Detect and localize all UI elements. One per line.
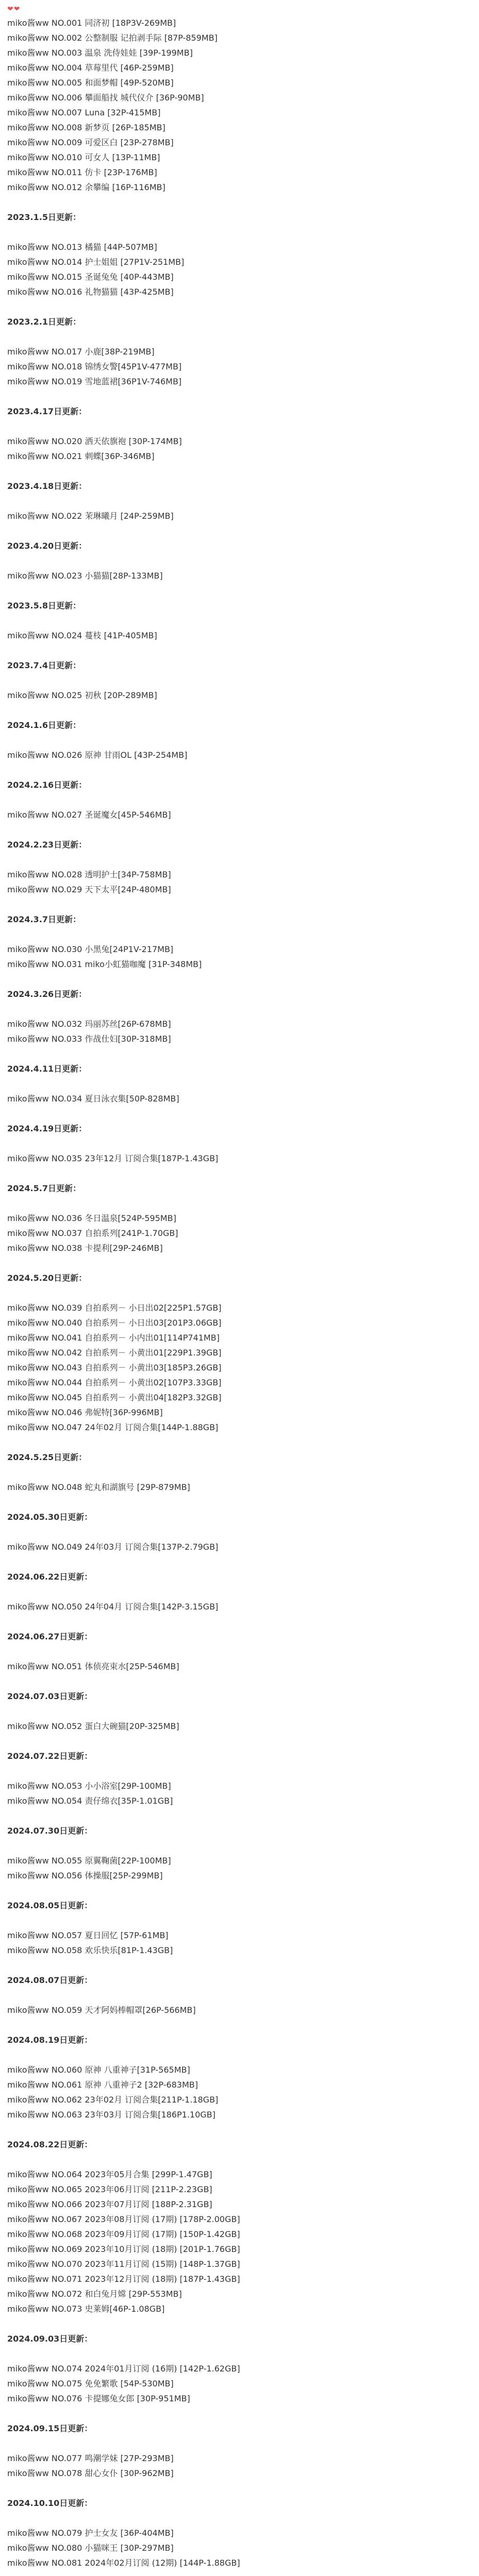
album-list-item: miko酱ww NO.041 自拍系列－ 小内出01[114P741MB] <box>7 1333 220 1343</box>
album-list-item: miko酱ww NO.030 小黑兔[24P1V-217MB] <box>7 944 174 954</box>
update-list <box>7 15 472 2576</box>
heading-spacer <box>7 2346 472 2361</box>
album-list-item: miko酱ww NO.012 余攀编 [16P-116MB] <box>7 182 166 192</box>
block-spacer <box>7 1554 472 1569</box>
update-date-heading: 2024.08.07日更新： <box>7 1975 93 1985</box>
update-date-heading: 2024.06.22日更新： <box>7 1572 93 1582</box>
heading-spacer <box>7 1196 472 1211</box>
album-list-item: miko酱ww NO.019 雪地蓝裙[36P1V-746MB] <box>7 377 182 386</box>
album-list-item: miko酱ww NO.022 茉琳曦月 [24P-259MB] <box>7 511 174 521</box>
block-spacer <box>7 822 472 837</box>
heading-spacer <box>7 2047 472 2062</box>
album-list-item: miko酱ww NO.028 透明护士[34P-758MB] <box>7 870 171 879</box>
album-list-item: miko酱ww NO.045 自拍系列－ 小黄出04[182P3.32GB] <box>7 1393 222 1402</box>
album-list-item: miko酱ww NO.005 和面梦帽 [49P-520MB] <box>7 78 174 88</box>
album-list-item: miko酱ww NO.064 2023年05月合集 [299P-1.47GB] <box>7 2170 212 2179</box>
block-spacer <box>7 1435 472 1450</box>
album-list-item: miko酱ww NO.004 草莓里代 [46P-259MB] <box>7 63 174 73</box>
heading-spacer <box>7 1285 472 1300</box>
block-spacer <box>7 1614 472 1629</box>
album-list-item: miko酱ww NO.042 自拍系列－ 小黄出01[229P1.39GB] <box>7 1348 222 1358</box>
album-list-item: miko酱ww NO.057 夏日回忆 [57P-61MB] <box>7 1930 169 1940</box>
update-date-heading: 2024.4.19日更新： <box>7 1124 87 1133</box>
heading-spacer <box>7 1988 472 2003</box>
album-list-item: miko酱ww NO.033 作战仕妇[30P-318MB] <box>7 1034 171 1044</box>
block-spacer <box>7 1495 472 1510</box>
block-spacer <box>7 1166 472 1181</box>
album-list-item: miko酱ww NO.003 温泉 洗侍娃娃 [39P-199MB] <box>7 48 193 58</box>
album-list-item: miko酱ww NO.020 洒天依旗袍 [30P-174MB] <box>7 436 182 446</box>
album-list-item: miko酱ww NO.046 弗妮特[36P-996MB] <box>7 1408 163 1417</box>
heading-spacer <box>7 1584 472 1599</box>
block-spacer <box>7 389 472 404</box>
block-spacer <box>7 703 472 718</box>
update-date-heading: 2024.08.05日更新： <box>7 1901 93 1910</box>
album-list-item: miko酱ww NO.029 天下太平[24P-480MB] <box>7 885 171 894</box>
block-spacer <box>7 762 472 777</box>
update-date-heading: 2024.2.16日更新： <box>7 780 87 790</box>
block-spacer <box>7 1106 472 1121</box>
update-date-heading: 2023.1.5日更新： <box>7 212 81 222</box>
album-list-item: miko酱ww NO.051 体侦亮束水[25P-546MB] <box>7 1662 179 1671</box>
album-list-item: miko酱ww NO.025 初秋 [20P-289MB] <box>7 690 157 700</box>
album-list-item: miko酱ww NO.036 冬日温泉[524P-595MB] <box>7 1213 176 1223</box>
album-list-item: miko酱ww NO.048 蛇丸和湖旗号 [29P-879MB] <box>7 1482 190 1492</box>
album-list-item: miko酱ww NO.034 夏日泳衣集[50P-828MB] <box>7 1094 179 1104</box>
album-list-item: miko酱ww NO.006 攀面船找 城代仪介 [36P-90MB] <box>7 93 204 103</box>
block-spacer <box>7 2481 472 2496</box>
block-spacer <box>7 1674 472 1689</box>
block-spacer <box>7 1958 472 1973</box>
update-date-heading: 2024.4.11日更新： <box>7 1064 87 1074</box>
album-list-item: miko酱ww NO.069 2023年10月订阅 (18期) [201P-1.76GB] <box>7 2244 240 2254</box>
album-list-item: miko酱ww NO.067 2023年08月订阅 (17期) [178P-2.00GB] <box>7 2214 240 2224</box>
block-spacer <box>7 897 472 912</box>
heading-spacer <box>7 2152 472 2167</box>
heading-spacer <box>7 1704 472 1719</box>
block-spacer <box>7 2018 472 2032</box>
update-date-heading: 2024.08.22日更新： <box>7 2140 93 2149</box>
album-list-item: miko酱ww NO.070 2023年11月订阅 (15期) [148P-1.37GB] <box>7 2259 240 2269</box>
block-spacer <box>7 2316 472 2331</box>
album-list-item: miko酱ww NO.058 欢乐快乐[81P-1.43GB] <box>7 1945 173 1955</box>
heading-spacer <box>7 852 472 867</box>
album-list-item: miko酱ww NO.061 原神 八重神子2 [32P-683MB] <box>7 2080 198 2090</box>
album-list-item: miko酱ww NO.075 免免繁歌 [54P-530MB] <box>7 2379 174 2388</box>
heading-spacer <box>7 1465 472 1480</box>
heading-spacer <box>7 553 472 568</box>
update-date-heading: 2024.10.10日更新： <box>7 2498 93 2508</box>
album-list-item: miko酱ww NO.074 2024年01月订阅 (16期) [142P-1.62GB] <box>7 2364 240 2374</box>
heading-spacer <box>7 792 472 807</box>
album-list-item: miko酱ww NO.080 小猫咪王 [30P-297MB] <box>7 2543 174 2553</box>
update-date-heading: 2024.5.7日更新： <box>7 1183 81 1193</box>
album-list-item: miko酱ww NO.052 蛋白大碗猫[20P-325MB] <box>7 1721 179 1731</box>
update-date-heading: 2024.07.30日更新： <box>7 1826 93 1836</box>
heading-spacer <box>7 1644 472 1659</box>
update-date-heading: 2024.08.19日更新： <box>7 2035 93 2045</box>
album-list-item: miko酱ww NO.009 可爱区白 [23P-278MB] <box>7 138 174 147</box>
album-list-item: miko酱ww NO.047 24年02月 订阅合集[144P-1.88GB] <box>7 1422 219 1432</box>
block-spacer <box>7 643 472 658</box>
heading-spacer <box>7 673 472 688</box>
album-list-item: miko酱ww NO.077 鸣潮学妹 [27P-293MB] <box>7 2453 174 2463</box>
update-date-heading: 2023.7.4日更新： <box>7 660 81 670</box>
block-spacer <box>7 583 472 598</box>
album-list-item: miko酱ww NO.001 同济初 [18P3V-269MB] <box>7 18 176 28</box>
update-date-heading: 2023.2.1日更新： <box>7 317 81 327</box>
album-list-item: miko酱ww NO.066 2023年07月订阅 [188P-2.31GB] <box>7 2199 212 2209</box>
heading-spacer <box>7 419 472 434</box>
album-list-item: miko酱ww NO.044 自拍系列－ 小黄出02[107P3.33GB] <box>7 1378 222 1387</box>
heading-spacer <box>7 1838 472 1853</box>
album-list-item: miko酱ww NO.055 原翼鞠菌[22P-100MB] <box>7 1856 171 1866</box>
heading-spacer <box>7 1002 472 1016</box>
block-spacer <box>7 299 472 314</box>
update-date-heading: 2024.1.6日更新： <box>7 720 81 730</box>
block-spacer <box>7 1883 472 1898</box>
album-list-item: miko酱ww NO.032 玛丽苏丝[26P-678MB] <box>7 1019 171 1029</box>
update-date-heading: 2024.09.15日更新： <box>7 2424 93 2433</box>
block-spacer <box>7 2406 472 2421</box>
album-list-item: miko酱ww NO.002 公整制服 记拍剥手际 [87P-859MB] <box>7 33 218 43</box>
heading-spacer <box>7 1136 472 1151</box>
update-date-heading: 2024.3.7日更新： <box>7 914 81 924</box>
update-date-heading: 2024.3.26日更新： <box>7 989 87 999</box>
album-list-item: miko酱ww NO.007 Luna [32P-415MB] <box>7 108 161 117</box>
update-date-heading: 2023.4.20日更新： <box>7 541 87 551</box>
album-list-item: miko酱ww NO.018 锦绣女警[45P1V-477MB] <box>7 362 182 371</box>
album-list-item: miko酱ww NO.081 2024年02月订阅 (12期) [144P-1.88GB] <box>7 2558 240 2568</box>
album-list-item: miko酱ww NO.065 2023年06月订阅 [211P-2.23GB] <box>7 2184 212 2194</box>
block-spacer <box>7 1808 472 1823</box>
album-list-item: miko酱ww NO.039 自拍系列－ 小日出02[225P1.57GB] <box>7 1303 222 1313</box>
update-date-heading: 2024.05.30日更新： <box>7 1512 93 1522</box>
album-list-item: miko酱ww NO.054 责仔绵衣[35P-1.01GB] <box>7 1796 173 1806</box>
album-list-item: miko酱ww NO.059 天才阿妈棒帽罩[26P-566MB] <box>7 2005 196 2015</box>
block-spacer <box>7 1734 472 1749</box>
heading-spacer <box>7 927 472 942</box>
update-date-heading: 2024.5.25日更新： <box>7 1452 87 1462</box>
album-list-item: miko酱ww NO.079 护士女友 [36P-404MB] <box>7 2528 174 2538</box>
update-date-heading: 2024.07.03日更新： <box>7 1691 93 1701</box>
album-list-item: miko酱ww NO.043 自拍系列－ 小黄出03[185P3.26GB] <box>7 1363 222 1372</box>
heading-spacer <box>7 1913 472 1928</box>
album-list-item: miko酱ww NO.014 护士姐姐 [27P1V-251MB] <box>7 257 185 267</box>
heading-spacer <box>7 225 472 240</box>
album-list-item: miko酱ww NO.024 蔓枝 [41P-405MB] <box>7 631 157 640</box>
album-list-item: miko酱ww NO.027 圣诞魔女[45P-546MB] <box>7 810 171 820</box>
update-date-heading: 2023.4.18日更新： <box>7 481 87 491</box>
album-list-item: miko酱ww NO.068 2023年09月订阅 (17期) [150P-1.42GB] <box>7 2229 240 2239</box>
update-date-heading: 2024.07.22日更新： <box>7 1751 93 1761</box>
album-list-item: miko酱ww NO.038 卡提利[29P-246MB] <box>7 1243 163 1253</box>
album-list-item: miko酱ww NO.013 橘猫 [44P-507MB] <box>7 242 157 252</box>
album-list-item: miko酱ww NO.056 体操服[25P-299MB] <box>7 1871 163 1880</box>
album-list-item: miko酱ww NO.010 可女人 [13P-11MB] <box>7 152 160 162</box>
album-list-item: miko酱ww NO.035 23年12月 订阅合集[187P-1.43GB] <box>7 1154 219 1163</box>
album-list-item: miko酱ww NO.060 原神 八重神子[31P-565MB] <box>7 2065 190 2075</box>
album-list-item: miko酱ww NO.023 小猫猫[28P-133MB] <box>7 571 163 581</box>
heading-spacer <box>7 494 472 509</box>
block-spacer <box>7 523 472 538</box>
heading-spacer <box>7 329 472 344</box>
album-list-item: miko酱ww NO.071 2023年12月订阅 (18期) [187P-1.43GB] <box>7 2274 240 2284</box>
block-spacer <box>7 464 472 479</box>
album-list-item: miko酱ww NO.062 23年02月 订阅合集[211P-1.18GB] <box>7 2095 219 2105</box>
album-list-item: miko酱ww NO.073 史莱姆[46P-1.08GB] <box>7 2304 165 2314</box>
heading-spacer <box>7 2511 472 2526</box>
album-list-item: miko酱ww NO.076 卡提娜兔女郎 [30P-951MB] <box>7 2394 190 2403</box>
heading-spacer <box>7 733 472 748</box>
block-spacer <box>7 1256 472 1270</box>
update-date-heading: 2023.5.8日更新： <box>7 601 81 611</box>
album-list-item: miko酱ww NO.015 圣诞兔兔 [40P-443MB] <box>7 272 174 282</box>
album-list-item: miko酱ww NO.008 新梦页 [26P-185MB] <box>7 123 166 132</box>
update-date-heading: 2023.4.17日更新： <box>7 406 87 416</box>
block-spacer <box>7 2570 472 2576</box>
album-list-item: miko酱ww NO.050 24年04月 订阅合集[142P-3.15GB] <box>7 1602 219 1612</box>
block-spacer <box>7 972 472 987</box>
block-spacer <box>7 1046 472 1061</box>
album-list-item: miko酱ww NO.078 甜心女仆 [30P-962MB] <box>7 2468 174 2478</box>
block-spacer <box>7 195 472 210</box>
update-date-heading: 2024.5.20日更新： <box>7 1273 87 1283</box>
album-list-item: miko酱ww NO.053 小小浴室[29P-100MB] <box>7 1781 171 1791</box>
album-list-item: miko酱ww NO.063 23年03月 订阅合集[186P1.10GB] <box>7 2110 216 2120</box>
heading-spacer <box>7 1764 472 1778</box>
album-list-item: miko酱ww NO.049 24年03月 订阅合集[137P-2.79GB] <box>7 1542 219 1552</box>
update-date-heading: 2024.2.23日更新： <box>7 840 87 850</box>
heading-spacer <box>7 1076 472 1091</box>
heading-spacer <box>7 1524 472 1539</box>
album-list-item: miko酱ww NO.021 刺蝶[36P-346MB] <box>7 451 155 461</box>
album-list-item: miko酱ww NO.017 小鹿[38P-219MB] <box>7 347 155 357</box>
album-list-item: miko酱ww NO.040 自拍系列－ 小日出03[201P3.06GB] <box>7 1318 222 1328</box>
album-list-item: miko酱ww NO.037 自拍系列[241P-1.70GB] <box>7 1228 178 1238</box>
block-spacer <box>7 2122 472 2137</box>
update-date-heading: 2024.09.03日更新： <box>7 2334 93 2344</box>
album-list-item: miko酱ww NO.016 礼物猫猫 [43P-425MB] <box>7 287 174 297</box>
update-date-heading: 2024.06.27日更新： <box>7 1632 93 1641</box>
heart-emoji-decoration: ❤❤ <box>7 5 21 13</box>
album-list-item: miko酱ww NO.072 和白兔月嫦 [29P-553MB] <box>7 2289 182 2299</box>
heading-spacer <box>7 613 472 628</box>
album-list-item: miko酱ww NO.026 原神 甘雨OL [43P-254MB] <box>7 750 188 760</box>
album-list-item: miko酱ww NO.031 miko小虹猫咖魔 [31P-348MB] <box>7 959 202 969</box>
heading-spacer <box>7 2436 472 2451</box>
album-list-item: miko酱ww NO.011 仿卡 [23P-176MB] <box>7 167 157 177</box>
